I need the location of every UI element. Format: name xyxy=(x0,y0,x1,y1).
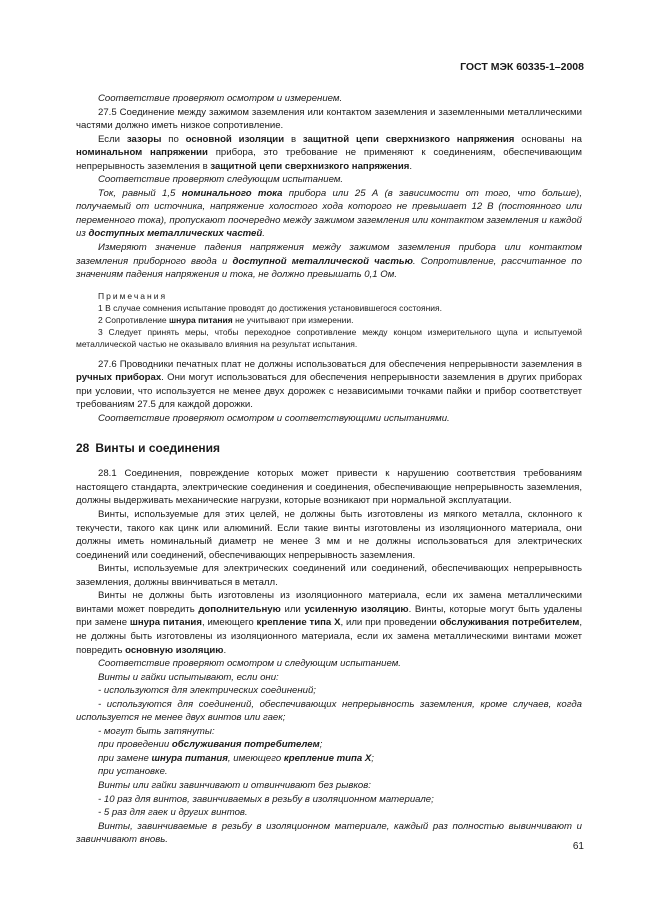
document-body xyxy=(76,92,582,847)
notes-block xyxy=(76,290,582,350)
test-item-1: - используются для электрических соединений; xyxy=(98,685,316,697)
compliance-tests: Соответствие проверяют следующим испытанием. xyxy=(98,174,344,186)
section-28-heading xyxy=(76,440,582,456)
tighten-item-2: - 5 раз для гаек и других винтов. xyxy=(98,807,248,819)
clause-27-6: 27.6 Проводники печатных плат не должны использоваться для обеспечения непрерывности заземления в ручных приборах. Они могут использоваться для обеспечения непрерывности заземления в других приборах при условии, что используется не менее двух дорожек с независимыми точками пайки и прибор соответствует требованиям 27.5 для каждой дорожки. xyxy=(76,358,582,411)
tighten-intro: Винты или гайки завинчивают и отвинчивают без рывков: xyxy=(98,779,371,791)
clause-27-5: 27.5 Соединение между зажимом заземления или контактом заземления и заземленными металлическими частями должно иметь низкое сопротивление. xyxy=(76,106,582,132)
section-28-title: Винты и соединения xyxy=(95,441,221,456)
test-item-2: - используются для соединений, обеспечивающих непрерывность заземления, кроме случаев, когда используется не менее двух винтов или гаек; xyxy=(76,698,582,724)
note-3: 3 Следует принять меры, чтобы переходное сопротивление между концом измерительного щупа и испытуемой металлической частью не оказывало влияния на результат испытания. xyxy=(76,326,582,349)
compliance-inspection: Соответствие проверяют осмотром и измерением. xyxy=(98,93,343,104)
paragraph-vinty-3: Винты не должны быть изготовлены из изоляционного материала, если их замена металлическими винтами может повредить дополнительную или усиленную изоляцию. Винты, которые могут быть удалены при замене шнура питания, имеющего крепление типа X, или при проведении обслуживания потребителем, не должны быть изготовлены из изоляционного материала, если их замена металлическими винтами может повредить основную изоляцию. xyxy=(76,590,582,656)
notes-title: Примечания xyxy=(98,290,168,301)
paragraph-tok: Ток, равный 1,5 номинального тока прибора или 25 А (в зависимости от того, что больше), получаемый от источника, напряжение холостого хода которого не превышает 12 В (постоянного или переменного тока), пропускают поочередно между зажимом заземления или контактом заземления и каждой из доступных металлических частей. xyxy=(76,187,582,240)
paragraph-izmer: Измеряют значение падения напряжения между зажимом заземления прибора или контактом заземления приборного ввода и доступной металлической частью. Сопротивление, рассчитанное по значениям падения напряжения и тока, не должно превышать 0,1 Ом. xyxy=(76,242,582,281)
paragraph-zazory: Если зазоры по основной изоляции в защитной цепи сверхнизкого напряжения основаны на номинальном напряжении прибора, это требование не применяют к соединениям, обеспечивающим непрерывность заземления в защитной цепи сверхнизкого напряжения. xyxy=(76,133,583,172)
standard-header: ГОСТ МЭК 60335-1–2008 xyxy=(460,61,584,73)
test-sub-3: при установке. xyxy=(98,766,168,778)
note-1: 1 В случае сомнения испытание проводят до достижения установившегося состояния. xyxy=(98,302,443,313)
note-2: 2 Сопротивление шнура питания не учитывают при измерении. xyxy=(98,314,354,325)
test-item-3: - могут быть затянуты: xyxy=(98,725,215,737)
test-sub-2: при замене шнура питания, имеющего крепление типа X; xyxy=(98,752,374,764)
tighten-final: Винты, завинчиваемые в резьбу в изоляционном материале, каждый раз полностью вывинчивают и завинчивают вновь. xyxy=(76,820,582,846)
test-intro: Винты и гайки испытывают, если они: xyxy=(98,671,279,683)
section-28-number: 28 xyxy=(76,441,90,456)
paragraph-vinty-2: Винты, используемые для электрических соединений или соединений, обеспечивающих непрерывность заземления, должны ввинчиваться в металл. xyxy=(76,563,582,588)
paragraph-vinty-1: Винты, используемые для этих целей, не должны быть изготовлены из мягкого металла, склонного к текучести, такого как цинк или алюминий. Если такие винты изготовлены из изоляционного материала, они должны иметь номинальный диаметр не менее 3 мм и не должны использоваться для электрических соединений или соединений, обеспечивающих непрерывность заземления. xyxy=(76,509,582,561)
compliance-final: Соответствие проверяют осмотром и соответствующими испытаниями. xyxy=(98,412,450,424)
test-sub-1: при проведении обслуживания потребителем; xyxy=(98,739,323,751)
page-number: 61 xyxy=(572,841,584,852)
compliance-28: Соответствие проверяют осмотром и следующим испытанием. xyxy=(98,658,401,670)
tighten-item-1: - 10 раз для винтов, завинчиваемых в резьбу в изоляционном материале; xyxy=(98,793,434,805)
clause-28-1: 28.1 Соединения, повреждение которых может привести к нарушению соответствия требованиям настоящего стандарта, электрические соединения и соединения, обеспечивающие непрерывность заземления, должны выдерживать механические нагрузки, которые возникают при нормальной эксплуатации. xyxy=(76,468,582,507)
